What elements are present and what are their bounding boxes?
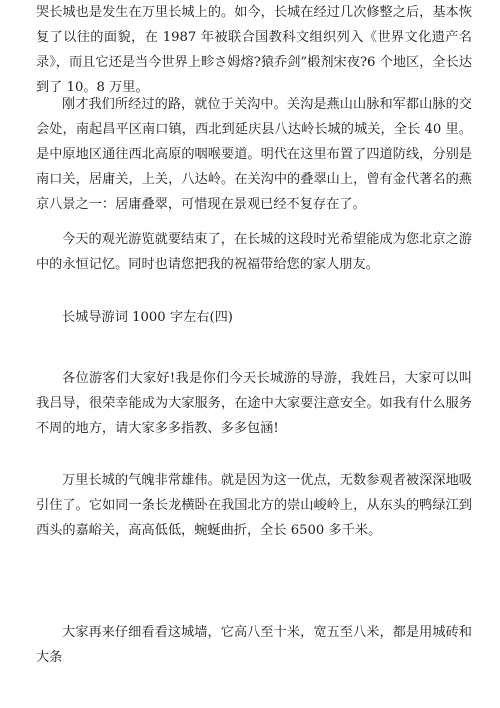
section-heading: 长城导游词 1000 字左右(四)	[62, 310, 233, 325]
paragraph-guide-greeting: 各位游客们大家好!我是你们今天长城游的导游，我姓吕，大家可以叫我吕导，很荣幸能成为大家服务，在途中大家要注意安全。如我有什么服务不周的地方，请大家多多指教、多多包涵!	[36, 371, 472, 436]
paragraph-guan-gou: 刚才我们所经过的路，就位于关沟中。关沟是燕山山脉和军都山脉的交会处，南起昌平区南口镇，西北到延庆县八达岭长城的城关，全长 40 里。是中原地区通往西北高原的咽喉要道。明代在这里布置了四道防线，分别是南口关，居庸关，上关，八达岭。在关沟中的叠翠山上，曾有金代著名的燕京八景之一：居庸叠翠，可惜现在景观已经不复存在了。	[36, 97, 472, 212]
paragraph-city-wall: 大家再来仔细看看这城墙，它高八至十米，宽五至八米，都是用城砖和大条	[36, 625, 472, 665]
paragraph-tour-ending: 今天的观光游览就要结束了，在长城的这段时光希望能成为您北京之游中的永恒记忆。同时也请您把我的祝福带给您的家人朋友。	[36, 232, 472, 272]
paragraph-great-wall-majesty: 万里长城的气魄非常雄伟。就是因为这一优点，无数参观者被深深地吸引住了。它如同一条长龙横卧在我国北方的崇山峻岭上，从东头的鸭绿江到西头的嘉峪关，高高低低，蜿蜒曲折，全长 6500 多千米。	[36, 473, 472, 538]
paragraph-world-heritage: 哭长城也是发生在万里长城上的。如今，长城在经过几次修整之后，基本恢复了以往的面貌，在 1987 年被联合国教科文组织列入《世界文化遗产名录》，而且它还是当今世界上畛さ姆熔?猿乔剑”椴剂宋夜?6 个地区，全长达到了 10。8 万里。	[36, 5, 472, 95]
